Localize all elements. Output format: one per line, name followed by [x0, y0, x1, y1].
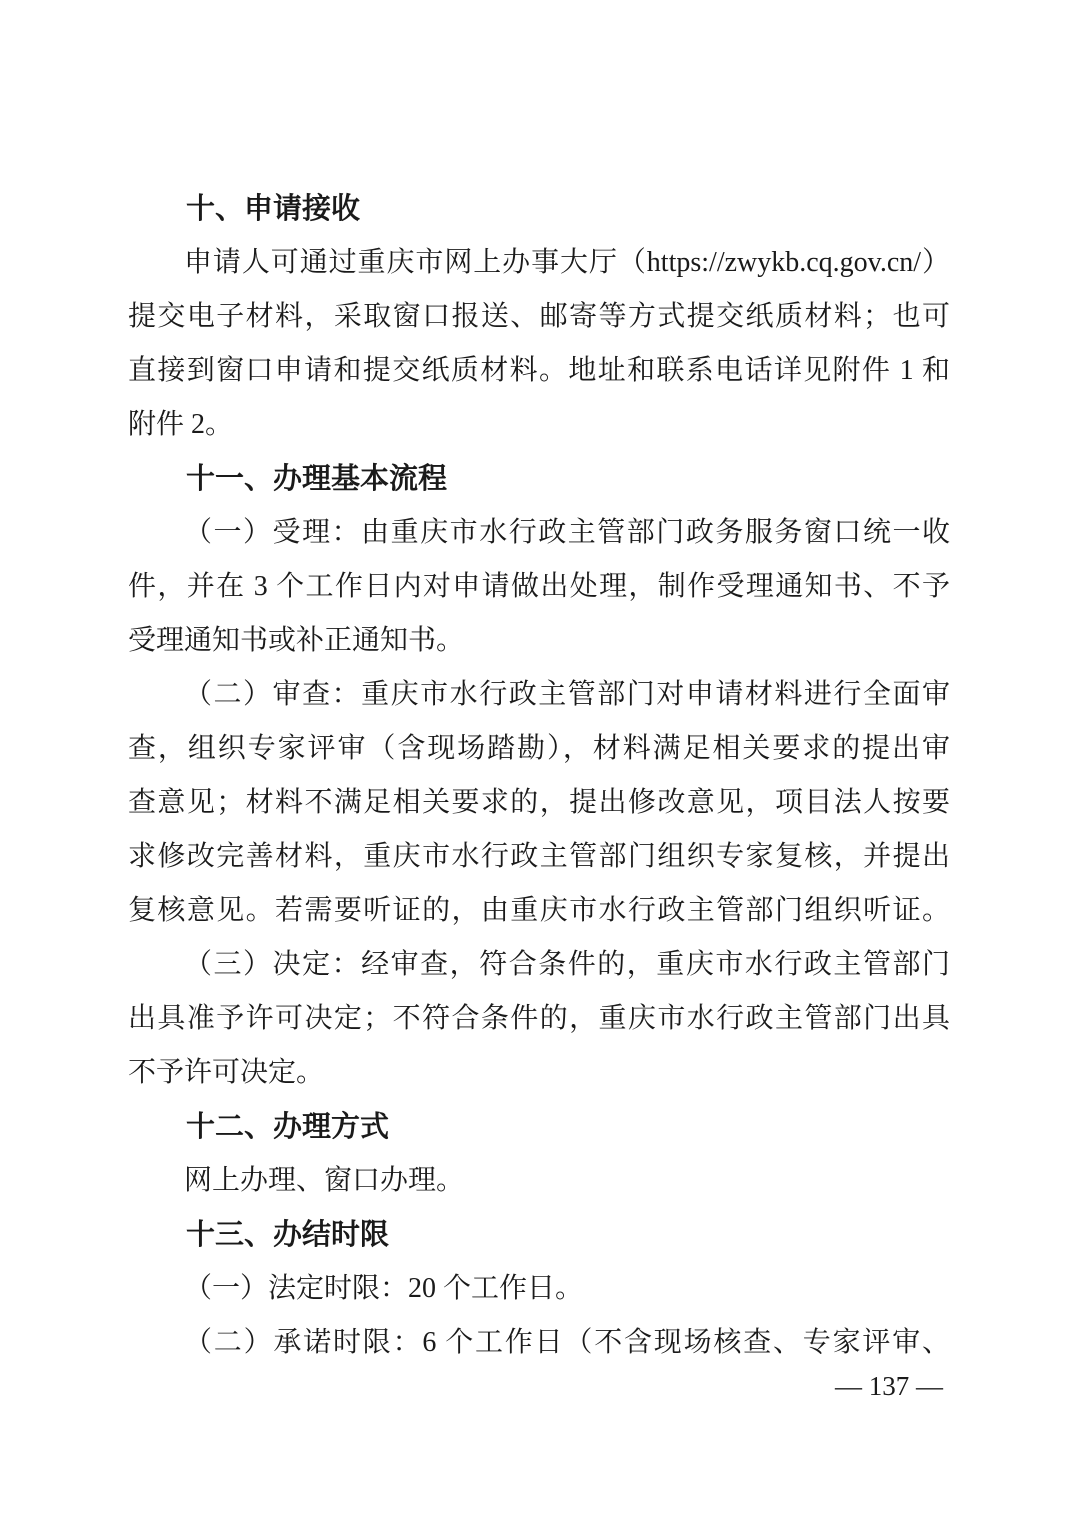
paragraph-line: 查意见；材料不满足相关要求的，提出修改意见，项目法人按要: [128, 787, 950, 818]
page-number: — 137 —: [835, 1371, 943, 1401]
paragraph-line: （一）法定时限：20 个工作日。: [184, 1273, 584, 1304]
document-body: [128, 182, 950, 1370]
section-heading: 十三、办结时限: [186, 1219, 390, 1251]
paragraph-line: 申请人可通过重庆市网上办事大厅（https://zwykb.cq.gov.cn/）: [184, 247, 950, 278]
paragraph-line: 出具准予许可决定；不符合条件的，重庆市水行政主管部门出具: [128, 1003, 950, 1034]
paragraph-line: （一）受理：由重庆市水行政主管部门政务服务窗口统一收: [184, 517, 950, 548]
paragraph-line: （三）决定：经审查，符合条件的，重庆市水行政主管部门: [184, 949, 950, 980]
paragraph-line: 不予许可决定。: [128, 1057, 325, 1088]
paragraph-line: 直接到窗口申请和提交纸质材料。地址和联系电话详见附件 1 和: [128, 355, 950, 386]
paragraph-line: 求修改完善材料，重庆市水行政主管部门组织专家复核，并提出: [128, 841, 950, 872]
section-heading: 十、申请接收: [186, 193, 361, 225]
paragraph-line: （二）审查：重庆市水行政主管部门对申请材料进行全面审: [184, 679, 950, 710]
paragraph-line: 复核意见。若需要听证的，由重庆市水行政主管部门组织听证。: [128, 895, 950, 926]
paragraph-line: 提交电子材料，采取窗口报送、邮寄等方式提交纸质材料；也可: [128, 301, 950, 332]
paragraph-line: 件，并在 3 个工作日内对申请做出处理，制作受理通知书、不予: [128, 571, 950, 602]
paragraph-line: 附件 2。: [128, 409, 234, 440]
paragraph-line: 查，组织专家评审（含现场踏勘），材料满足相关要求的提出审: [128, 733, 950, 764]
paragraph-line: 受理通知书或补正通知书。: [128, 625, 465, 656]
section-heading: 十二、办理方式: [186, 1111, 390, 1143]
section-heading: 十一、办理基本流程: [186, 463, 448, 495]
paragraph-line: 网上办理、窗口办理。: [184, 1165, 465, 1196]
paragraph-line: （二）承诺时限：6 个工作日（不含现场核查、专家评审、: [184, 1327, 950, 1358]
